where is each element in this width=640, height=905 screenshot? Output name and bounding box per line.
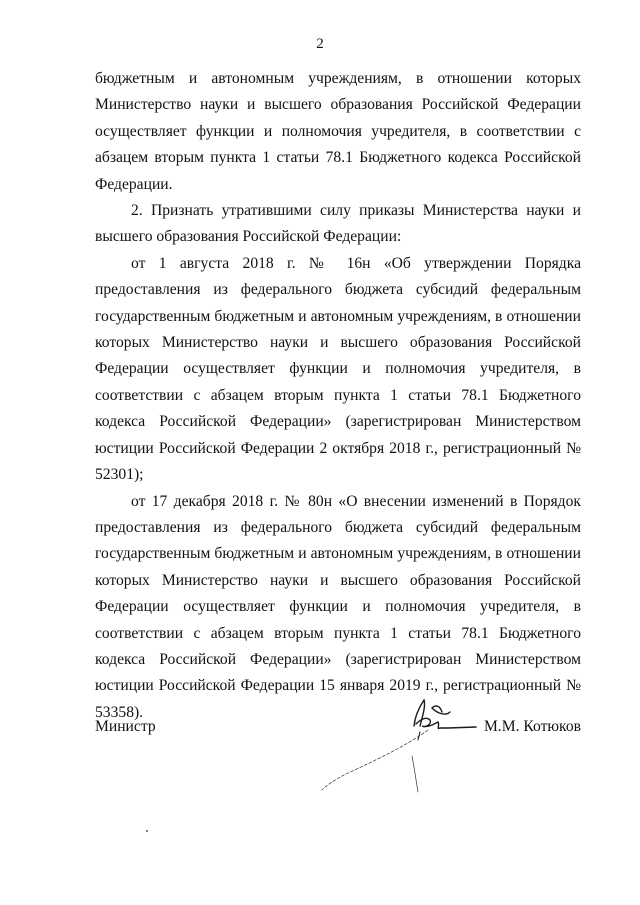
page-number: 2 xyxy=(316,36,324,52)
scan-speck xyxy=(146,830,148,832)
signatory-title: Министр xyxy=(95,718,156,735)
repealed-order-2: от 17 декабря 2018 г. № 80н «О внесении изменений в Порядок предоставления из федерального бюджета субсидий федеральным государственным бюджетным и автономным учреждениям, в отношении которых Министерство науки и высшего образования Российской Федерации осуществляет функции и полномочия учредителя, в соответствии с абзацем вторым пункта 1 статьи 78.1 Бюджетного кодекса Российской Федерации» (зарегистрирован Министерством юстиции Российской Федерации 15 января 2019 г., регистрационный № 53358). xyxy=(95,492,581,721)
document-body xyxy=(95,66,581,726)
item-2-paragraph: 2. Признать утратившими силу приказы Министерства науки и высшего образования Российской Федерации: xyxy=(95,202,581,246)
repealed-order-1: от 1 августа 2018 г. № 16н «Об утверждении Порядка предоставления из федерального бюджета субсидий федеральным государственным бюджетным и автономным учреждениям, в отношении которых Министерство науки и высшего образования Российской Федерации осуществляет функции и полномочия учредителя, в соответствии с абзацем вторым пункта 1 статьи 78.1 Бюджетного кодекса Российской Федерации» (зарегистрирован Министерством юстиции Российской Федерации 2 октября 2018 г., регистрационный № 52301); xyxy=(95,254,581,484)
signatory-name: М.М. Котюков xyxy=(483,718,581,735)
intro-paragraph: бюджетным и автономным учреждениям, в отношении которых Министерство науки и высшего образования Российской Федерации осуществляет функции и полномочия учредителя, в соответствии с абзацем вторым пункта 1 статьи 78.1 Бюджетного кодекса Российской Федерации. xyxy=(95,70,581,193)
handwritten-signature-icon xyxy=(316,694,486,802)
signature-block xyxy=(95,718,581,748)
